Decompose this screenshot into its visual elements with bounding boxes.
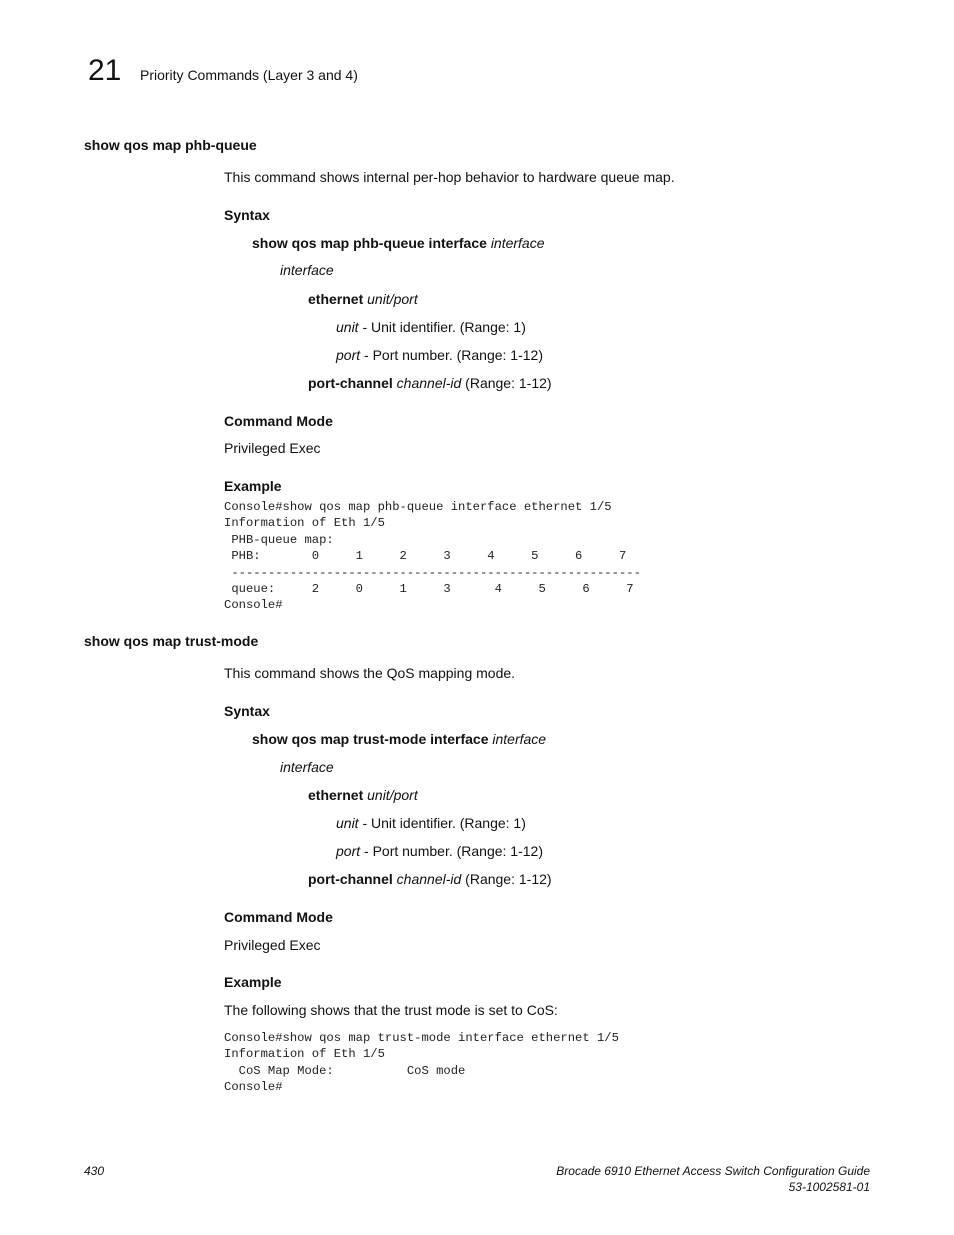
param-unit [336,318,526,336]
port-description: - Port number. (Range: 1-12) [360,347,543,363]
port-channel-keyword: port-channel [308,375,393,391]
ethernet-argument: unit/port [367,291,418,307]
command-description: This command shows the QoS mapping mode. [224,665,516,681]
channel-id-range: (Range: 1-12) [461,871,552,887]
command-heading-trust-mode: show qos map trust-mode [84,633,259,649]
chapter-title: Priority Commands (Layer 3 and 4) [140,67,358,83]
doc-title: Brocade 6910 Ethernet Access Switch Configuration Guide [556,1164,870,1178]
command-description: This command shows internal per-hop behavior to hardware queue map. [224,169,675,185]
port-name: port [336,347,361,363]
param-port [336,346,543,364]
unit-description: - Unit identifier. (Range: 1) [358,319,526,335]
command-mode-value: Privileged Exec [224,937,321,953]
syntax-heading: Syntax [224,207,270,223]
port-channel-keyword: port-channel [308,871,393,887]
doc-number: 53-1002581-01 [788,1180,870,1194]
example-note: The following shows that the trust mode is set to CoS: [224,1002,558,1018]
command-mode-value: Privileged Exec [224,440,321,456]
channel-id-argument: channel-id [396,375,462,391]
page-number: 430 [84,1164,105,1178]
port-description: - Port number. (Range: 1-12) [360,843,543,859]
param-ethernet [308,290,418,308]
unit-description: - Unit identifier. (Range: 1) [358,815,526,831]
ethernet-keyword: ethernet [308,787,364,803]
syntax-argument: interface [490,235,545,251]
example-heading: Example [224,478,282,494]
param-port-channel [308,374,552,392]
port-name: port [336,843,361,859]
syntax-line [252,730,546,748]
syntax-command: show qos map trust-mode interface [252,731,489,747]
footer-doc-info [556,1163,870,1195]
ethernet-argument: unit/port [367,787,418,803]
syntax-line [252,234,545,252]
channel-id-argument: channel-id [396,871,462,887]
syntax-heading: Syntax [224,703,270,719]
param-port [336,842,543,860]
ethernet-keyword: ethernet [308,291,364,307]
param-interface: interface [280,759,334,775]
syntax-command: show qos map phb-queue interface [252,235,487,251]
command-mode-heading: Command Mode [224,909,333,925]
channel-id-range: (Range: 1-12) [461,375,552,391]
chapter-number: 21 [88,54,122,87]
command-heading-phb-queue: show qos map phb-queue [84,137,257,153]
example-heading: Example [224,974,282,990]
param-ethernet [308,786,418,804]
param-interface: interface [280,262,334,278]
code-example: Console#show qos map phb-queue interface ethernet 1/5 Information of Eth 1/5 PHB-queue map: PHB: 0 1 2 3 4 5 6 7 -------------------------------------------------------- queue: 2 0 1 3 4 5 6 7 Console# [224,500,641,613]
param-port-channel [308,870,552,888]
unit-name: unit [336,319,359,335]
param-unit [336,814,526,832]
code-example: Console#show qos map trust-mode interface ethernet 1/5 Information of Eth 1/5 CoS Map Mode: CoS mode Console# [224,1031,619,1095]
unit-name: unit [336,815,359,831]
command-mode-heading: Command Mode [224,413,333,429]
syntax-argument: interface [492,731,547,747]
